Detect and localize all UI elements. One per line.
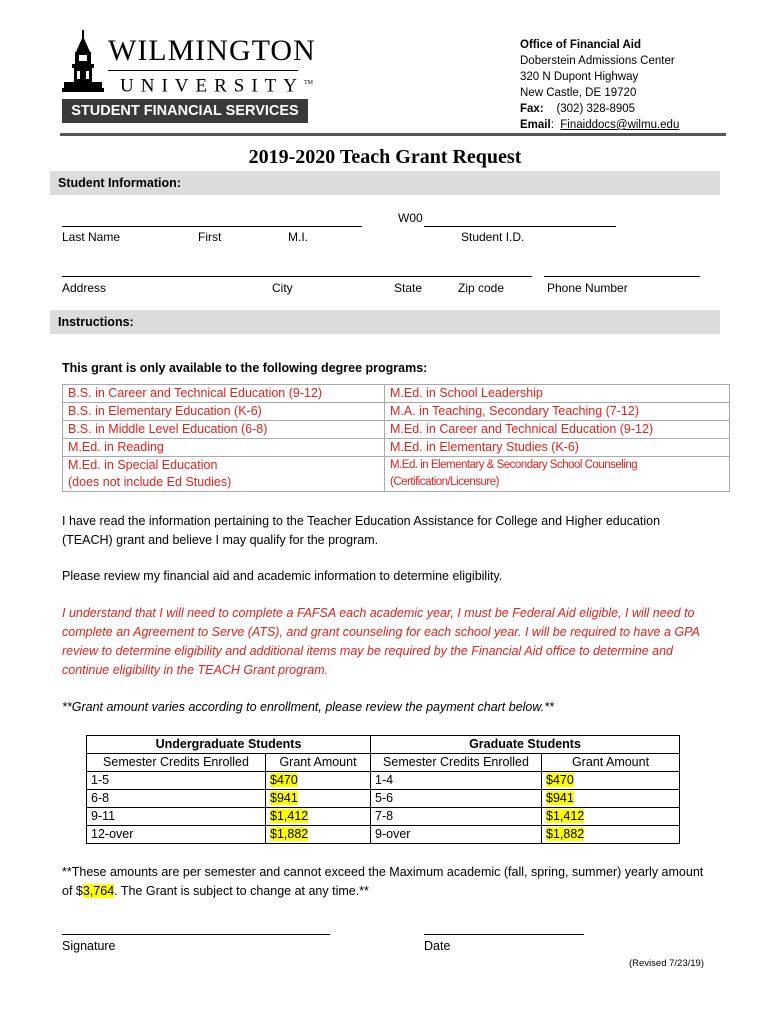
amount-cell: $1,882 xyxy=(266,826,371,844)
program-cell: M.Ed. in Elementary Studies (K-6) xyxy=(385,439,730,457)
phone-label: Phone Number xyxy=(547,281,628,295)
phone-field[interactable] xyxy=(544,276,700,277)
maximum-amount-note: **These amounts are per semester and cannot exceed the Maximum academic (fall, spring, summer) yearly amount of $3,764. The Grant is subject to change at any time.** xyxy=(62,865,704,898)
amount-cell: $1,412 xyxy=(542,808,680,826)
table-row xyxy=(63,439,730,457)
table-header-row xyxy=(87,754,680,772)
credits-cell: 1-5 xyxy=(87,772,266,790)
table-row xyxy=(87,790,680,808)
student-info-heading: Student Information: xyxy=(50,171,720,195)
middle-initial-label: M.I. xyxy=(288,230,308,244)
zip-label: Zip code xyxy=(458,281,505,295)
logo-divider xyxy=(108,70,298,71)
amount-cell: $470 xyxy=(542,772,680,790)
name-field[interactable] xyxy=(62,226,362,227)
date-field[interactable] xyxy=(424,934,584,935)
column-header: Semester Credits Enrolled xyxy=(87,754,266,772)
table-row xyxy=(63,421,730,439)
signature-label: Signature xyxy=(62,939,116,953)
credits-cell: 9-11 xyxy=(87,808,266,826)
credits-cell: 1-4 xyxy=(371,772,542,790)
student-id-field[interactable] xyxy=(424,226,616,227)
office-fax: Fax: (302) 328-8905 xyxy=(520,103,636,115)
logo-banner: STUDENT FINANCIAL SERVICES xyxy=(62,99,308,123)
page-title: 2019-2020 Teach Grant Request xyxy=(248,146,522,168)
credits-cell: 5-6 xyxy=(371,790,542,808)
undergrad-heading: Undergraduate Students xyxy=(87,736,371,754)
office-address-line2: 320 N Dupont Highway xyxy=(520,71,639,83)
credits-cell: 12-over xyxy=(87,826,266,844)
max-amount-highlight: 3,764 xyxy=(82,884,115,898)
table-row xyxy=(63,385,730,403)
first-name-label: First xyxy=(198,230,222,244)
column-header: Semester Credits Enrolled xyxy=(371,754,542,772)
office-name: Office of Financial Aid xyxy=(520,39,641,51)
last-name-label: Last Name xyxy=(62,230,121,244)
office-contact-block xyxy=(520,37,679,133)
office-address-line1: Doberstein Admissions Center xyxy=(520,55,675,67)
table-row xyxy=(63,403,730,421)
programs-intro: This grant is only available to the following degree programs: xyxy=(62,361,428,375)
amount-cell: $1,882 xyxy=(542,826,680,844)
address-field[interactable] xyxy=(62,276,532,277)
degree-programs-table xyxy=(62,384,730,492)
program-cell: M.Ed. in Elementary & Secondary School Counseling (Certification/Licensure) xyxy=(385,457,730,492)
review-request-paragraph: Please review my financial aid and academic information to determine eligibility. xyxy=(62,569,503,583)
table-row xyxy=(87,808,680,826)
state-label: State xyxy=(394,281,423,295)
grant-amount-table xyxy=(86,735,680,844)
program-cell: B.S. in Career and Technical Education (9-12) xyxy=(63,385,385,403)
credits-cell: 7-8 xyxy=(371,808,542,826)
program-cell: M.A. in Teaching, Secondary Teaching (7-12) xyxy=(385,403,730,421)
header-divider xyxy=(60,133,726,136)
office-address-line3: New Castle, DE 19720 xyxy=(520,87,637,99)
logo-wordmark-primary: WILMINGTON xyxy=(108,34,316,67)
table-row xyxy=(87,772,680,790)
date-label: Date xyxy=(424,939,451,953)
program-cell: B.S. in Elementary Education (K-6) xyxy=(63,403,385,421)
email-link[interactable]: Finaiddocs@wilmu.edu xyxy=(560,119,680,131)
revision-date: (Revised 7/23/19) xyxy=(629,958,704,969)
amount-cell: $941 xyxy=(542,790,680,808)
column-header: Grant Amount xyxy=(266,754,371,772)
program-cell: M.Ed. in School Leadership xyxy=(385,385,730,403)
eligibility-terms-paragraph: I understand that I will need to complete a FAFSA each academic year, I must be Federal Aid eligible, I will need to complete an Agreement to Serve (ATS), and grant counseling for each school year. I will be required to have a GPA review to determine eligibility and additional items may be required by the Financial Aid office to determine and continue eligibility in the TEACH Grant program. xyxy=(62,606,700,677)
address-label: Address xyxy=(62,281,107,295)
table-row xyxy=(63,457,730,492)
student-id-label: Student I.D. xyxy=(461,230,525,244)
program-cell: M.Ed. in Career and Technical Education (9-12) xyxy=(385,421,730,439)
student-id-prefix: W00 xyxy=(398,211,423,225)
program-cell: M.Ed. in Reading xyxy=(63,439,385,457)
table-header-row xyxy=(87,736,680,754)
signature-field[interactable] xyxy=(62,934,330,935)
instructions-heading: Instructions: xyxy=(50,310,720,334)
credits-cell: 9-over xyxy=(371,826,542,844)
logo-wordmark-secondary: UNIVERSITY™ xyxy=(120,75,313,97)
acknowledgement-paragraph: I have read the information pertaining to the Teacher Education Assistance for College and Higher education (TEACH) grant and believe I may qualify for the program. xyxy=(62,514,661,547)
program-cell: M.Ed. in Special Education (does not include Ed Studies) xyxy=(63,457,385,492)
program-cell: B.S. in Middle Level Education (6-8) xyxy=(63,421,385,439)
city-label: City xyxy=(272,281,293,295)
amount-cell: $1,412 xyxy=(266,808,371,826)
grant-amount-note: **Grant amount varies according to enrollment, please review the payment chart below.** xyxy=(62,700,554,714)
credits-cell: 6-8 xyxy=(87,790,266,808)
amount-cell: $470 xyxy=(266,772,371,790)
clock-tower-icon xyxy=(62,30,104,92)
amount-cell: $941 xyxy=(266,790,371,808)
table-row xyxy=(87,826,680,844)
office-email: Email: Finaiddocs@wilmu.edu xyxy=(520,119,680,131)
grad-heading: Graduate Students xyxy=(371,736,680,754)
column-header: Grant Amount xyxy=(542,754,680,772)
